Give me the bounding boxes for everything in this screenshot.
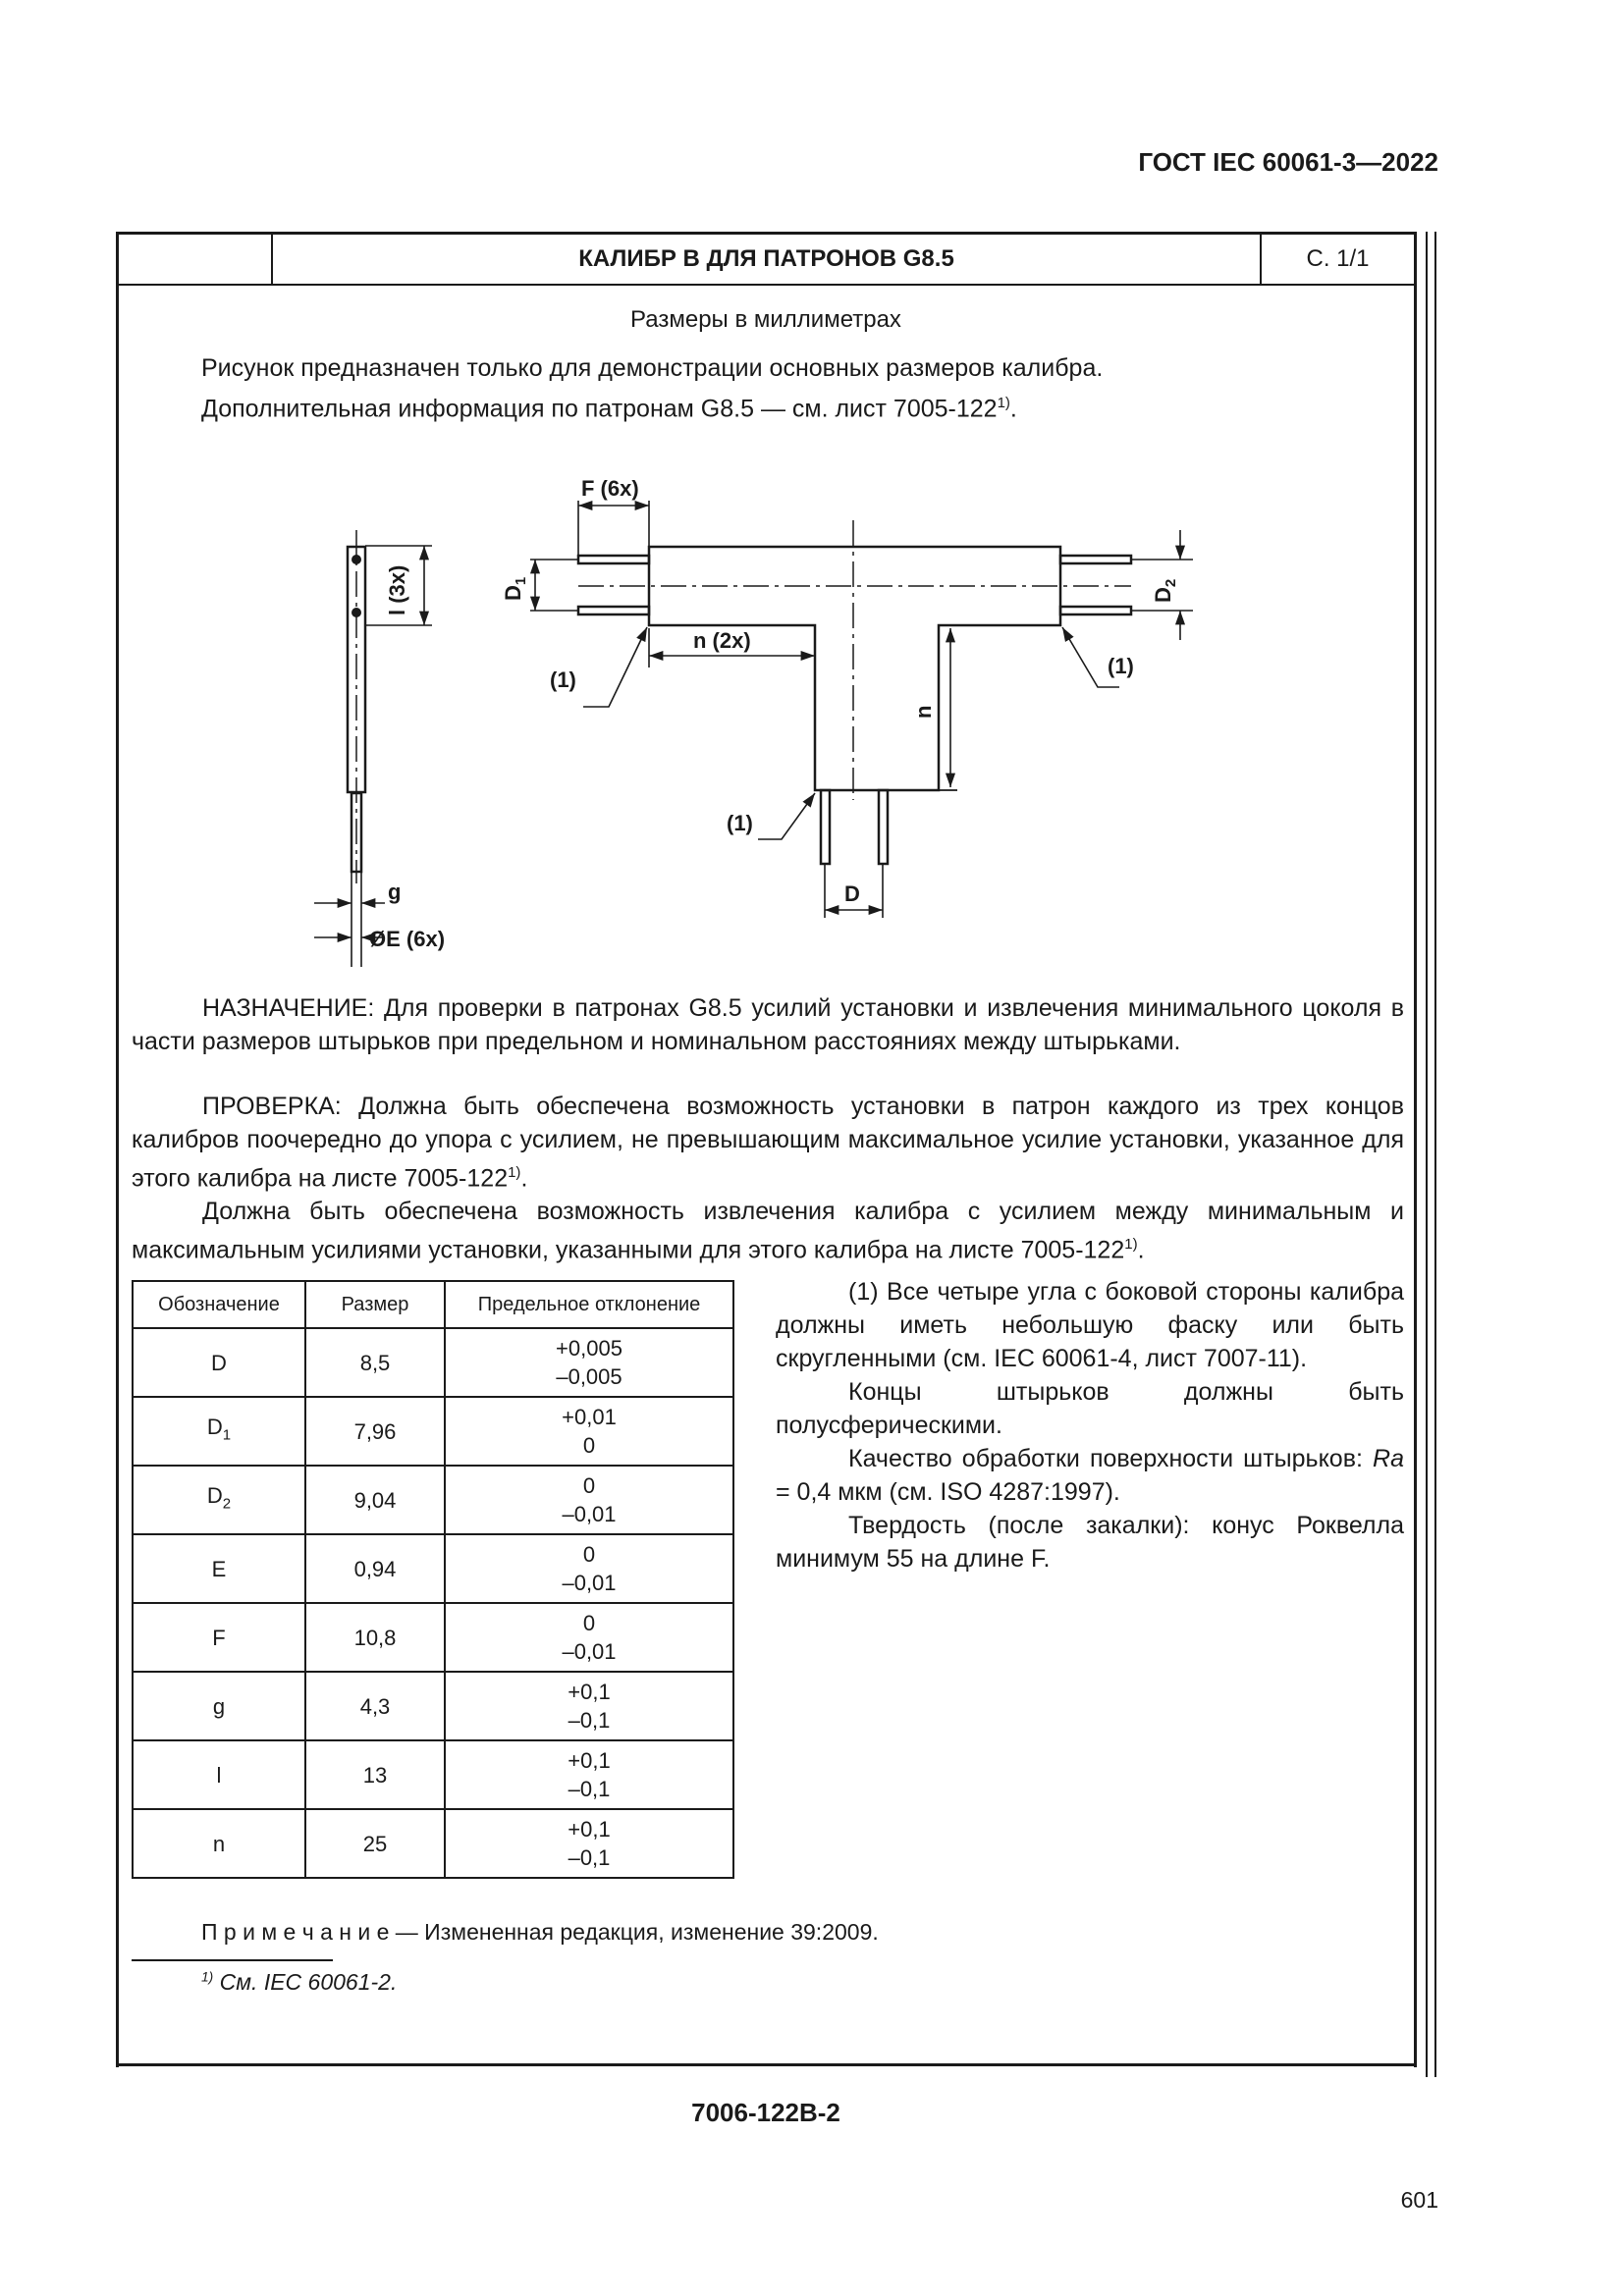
cell-symbol: F bbox=[133, 1603, 305, 1672]
document-code: ГОСТ IEC 60061-3—2022 bbox=[1138, 147, 1438, 177]
cell-symbol: $D_1$ bbox=[133, 1397, 305, 1466]
label-d1: $D_1$ bbox=[501, 576, 529, 601]
cell-symbol: n bbox=[133, 1809, 305, 1878]
cell-symbol: g bbox=[133, 1672, 305, 1740]
intro-text bbox=[201, 350, 1409, 426]
footnote-ref: 1) bbox=[997, 395, 1010, 411]
table-row bbox=[133, 1328, 733, 1397]
pin-right-top bbox=[1060, 556, 1131, 563]
table-row bbox=[133, 1740, 733, 1809]
t-body-outline bbox=[649, 547, 1060, 790]
purpose-paragraph: НАЗНАЧЕНИЕ: Для проверки в патронах G8.5 усилий установки и извлечения минимального цоколя в части размеров штырьков при предельном и номинальном расстояниях между штырьками. bbox=[132, 994, 1404, 1055]
note-3: Качество обработки поверхности штырьков: Ra = 0,4 мкм (см. ISO 4287:1997). bbox=[776, 1445, 1404, 1506]
cell-size: 7,96 bbox=[305, 1397, 445, 1466]
cell-size: 8,5 bbox=[305, 1328, 445, 1397]
sheet-page-ref: С. 1/1 bbox=[1306, 245, 1370, 272]
label-n: n bbox=[911, 705, 936, 719]
pin-bottom-left bbox=[821, 790, 830, 864]
intro-line-1: Рисунок предназначен только для демонстрации основных размеров калибра. bbox=[201, 354, 1104, 382]
label-l: l (3x) bbox=[385, 564, 409, 615]
note-2: Концы штырьков должны быть полусферическими. bbox=[776, 1378, 1404, 1439]
pin-bottom-right bbox=[879, 790, 888, 864]
col-header-symbol: Обозначение bbox=[133, 1281, 305, 1328]
cell-tolerance: 0 –0,01 bbox=[445, 1534, 733, 1603]
label-1-bottom: (1) bbox=[727, 811, 753, 835]
remark: П р и м е ч а н и е — Измененная редакция, изменение 39:2009. bbox=[201, 1919, 879, 1945]
check-paragraph: ПРОВЕРКА: Должна быть обеспечена возможность установки в патрон каждого из трех концов калибров поочередно до упора с усилием, не превышающим максимальное усилие установки, указанное для этого калибра на листе 7005-122$^{1)}$. Должна быть обеспечена возможность извлечения калибра с усилием между минимальным и максимальным усилиями установки, указанными для этого калибра на листе 7005-122$^{1)}$. bbox=[132, 1093, 1404, 1264]
cell-tolerance: +0,1 –0,1 bbox=[445, 1740, 733, 1809]
note-1: (1) Все четыре угла с боковой стороны калибра должны иметь небольшую фаску или быть скругленными (см. IEC 60061-4, лист 7007-11). bbox=[776, 1278, 1404, 1372]
table-row bbox=[133, 1534, 733, 1603]
table-row bbox=[133, 1466, 733, 1534]
cell-size: 9,04 bbox=[305, 1466, 445, 1534]
units-caption: Размеры в миллиметрах bbox=[630, 306, 901, 333]
cell-size: 10,8 bbox=[305, 1603, 445, 1672]
label-e: ØE (6x) bbox=[369, 927, 446, 951]
cell-tolerance: 0 –0,01 bbox=[445, 1603, 733, 1672]
cell-size: 0,94 bbox=[305, 1534, 445, 1603]
cell-symbol: D bbox=[133, 1328, 305, 1397]
col-header-size: Размер bbox=[305, 1281, 445, 1328]
gauge-drawing bbox=[295, 461, 1237, 972]
cell-tolerance: +0,005 –0,005 bbox=[445, 1328, 733, 1397]
table-row bbox=[133, 1672, 733, 1740]
notes-block bbox=[776, 1275, 1404, 1575]
pin-right-bottom bbox=[1060, 607, 1131, 614]
note-4: Твердость (после закалки): конус Роквелла минимум 55 на длине F. bbox=[776, 1512, 1404, 1573]
table-header-row bbox=[133, 1281, 733, 1328]
sheet-title: КАЛИБР В ДЛЯ ПАТРОНОВ G8.5 bbox=[578, 245, 954, 272]
intro-line-2: Дополнительная информация по патронам G8.5 — см. лист 7005-122$^{1)}$. bbox=[201, 395, 1017, 423]
cell-tolerance: +0,1 –0,1 bbox=[445, 1809, 733, 1878]
cell-size: 4,3 bbox=[305, 1672, 445, 1740]
table-row bbox=[133, 1603, 733, 1672]
page-number: 601 bbox=[1400, 2187, 1438, 2213]
cell-tolerance: +0,01 0 bbox=[445, 1397, 733, 1466]
cell-tolerance: +0,1 –0,1 bbox=[445, 1672, 733, 1740]
footnote-separator bbox=[132, 1959, 333, 1961]
col-header-tolerance: Предельное отклонение bbox=[445, 1281, 733, 1328]
cell-symbol: E bbox=[133, 1534, 305, 1603]
dimension-n bbox=[940, 625, 957, 787]
label-1-right: (1) bbox=[1108, 654, 1134, 678]
label-d2: $D_2$ bbox=[1151, 578, 1179, 603]
cell-size: 25 bbox=[305, 1809, 445, 1878]
footnote: $^{1)}$ См. IEC 60061-2. bbox=[201, 1969, 398, 1995]
cell-symbol: $D_2$ bbox=[133, 1466, 305, 1534]
dimensions-table bbox=[132, 1280, 734, 1879]
table-row bbox=[133, 1809, 733, 1878]
label-g: g bbox=[388, 880, 402, 904]
sheet-id: 7006-122B-2 bbox=[691, 2098, 840, 2127]
table-row bbox=[133, 1397, 733, 1466]
label-d: D bbox=[844, 881, 860, 906]
label-1-left: (1) bbox=[550, 667, 576, 692]
pin-left-bottom bbox=[578, 607, 649, 614]
pin-left-top bbox=[578, 556, 649, 563]
cell-size: 13 bbox=[305, 1740, 445, 1809]
label-n2: n (2x) bbox=[693, 628, 751, 653]
label-f: F (6x) bbox=[581, 476, 639, 501]
cell-symbol: l bbox=[133, 1740, 305, 1809]
cell-tolerance: 0 –0,01 bbox=[445, 1466, 733, 1534]
